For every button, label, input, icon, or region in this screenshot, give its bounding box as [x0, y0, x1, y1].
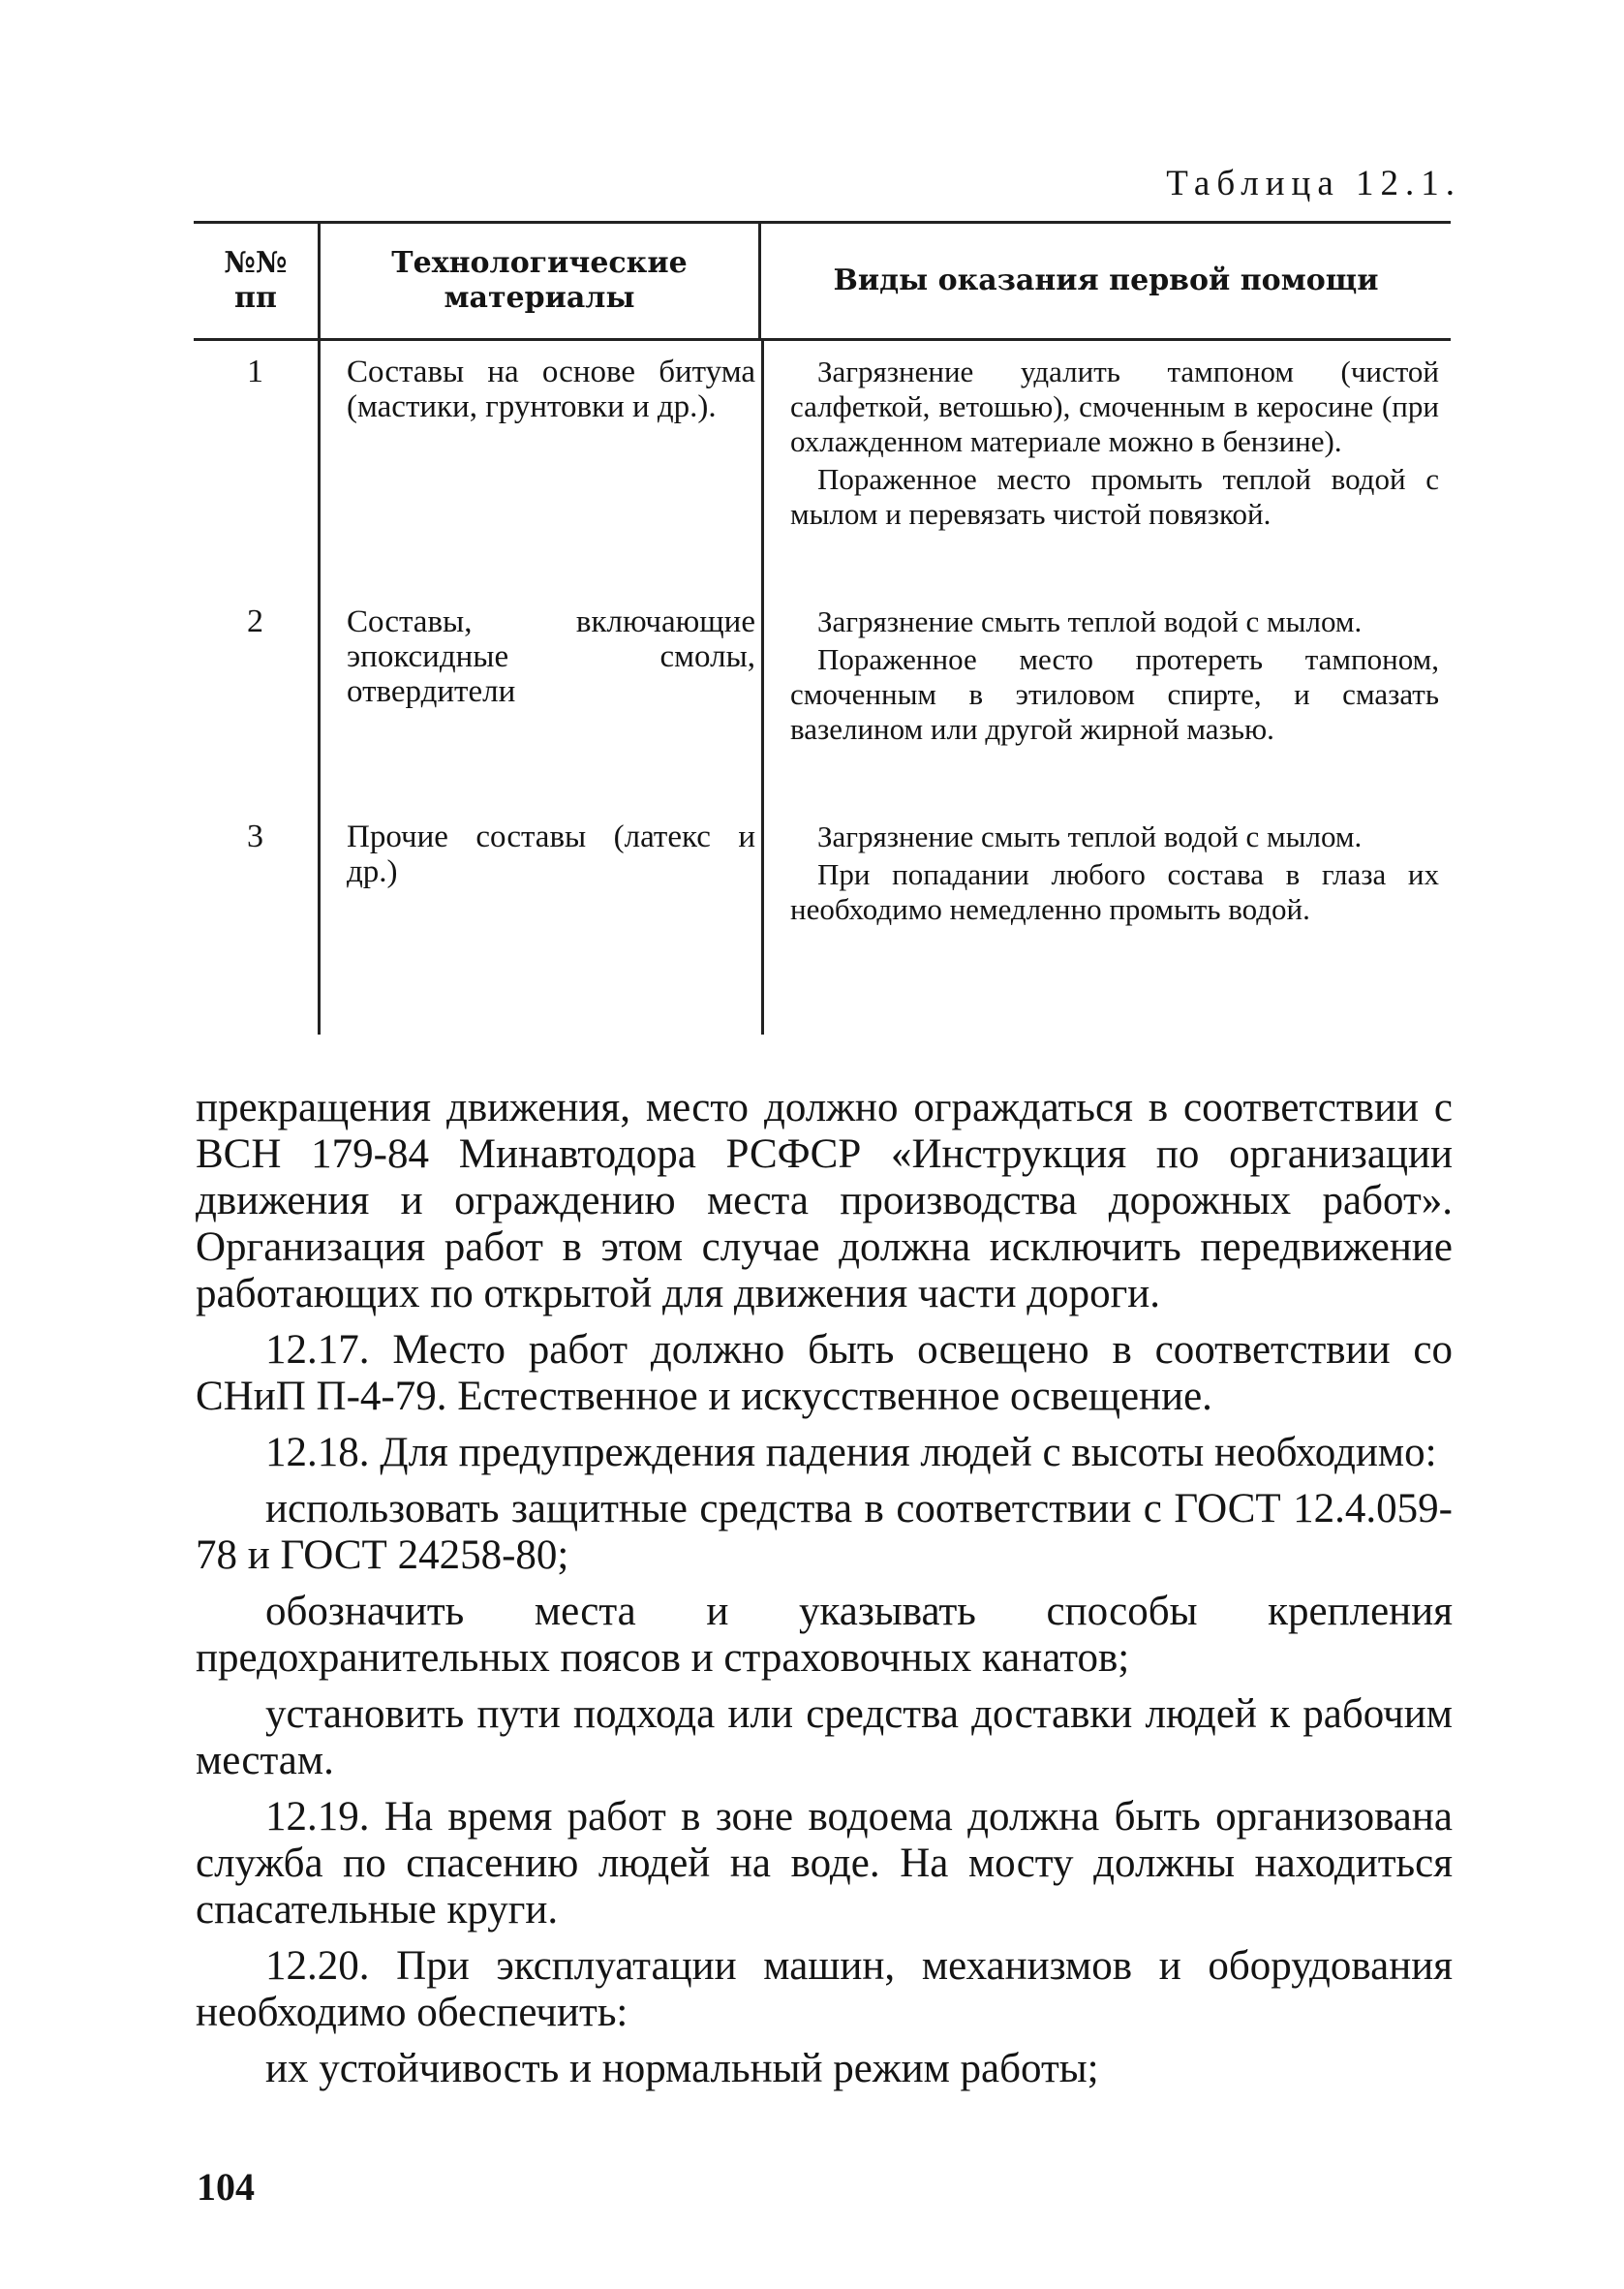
- row-first-aid: [761, 806, 1451, 1035]
- paragraph: прекращения движения, место должно ограждаться в соответствии с ВСН 179-84 Минавтодора РСФСР «Инструкция по организации движения и ограждению места производства дорожных работ». Организация работ в этом случае должна исключить передвижение работающих по открытой для движения части дороги.: [196, 1085, 1453, 1316]
- table-row: [194, 591, 1451, 806]
- row-first-aid: [761, 591, 1451, 806]
- header-first-aid: Виды оказания первой помощи: [833, 263, 1379, 297]
- paragraph: 12.20. При эксплуатации машин, механизмов и оборудования необходимо обеспечить:: [196, 1943, 1453, 2035]
- aid-step: При попадании любого состава в глаза их необходимо немедленно промыть водой.: [790, 857, 1439, 926]
- table-row: [194, 806, 1451, 1035]
- table-row: [194, 341, 1451, 591]
- list-item: их устойчивость и нормальный режим работы;: [265, 2046, 1099, 2091]
- row-material: Составы, включающие эпоксидные смолы, отвердители: [347, 604, 755, 709]
- header-materials: Технологические материалы: [318, 224, 761, 338]
- row-material: Прочие составы (латекс и др.): [347, 820, 755, 889]
- paragraph: 12.18. Для предупреждения падения людей с высоты необходимо:: [265, 1430, 1437, 1475]
- header-num: №№ пп: [224, 246, 288, 315]
- paragraph: 12.19. На время работ в зоне водоема должна быть организована служба по спасению людей на воде. На мосту должны находиться спасательные круги.: [196, 1794, 1453, 1933]
- aid-step: Пораженное место промыть теплой водой с мылом и перевязать чистой повязкой.: [790, 462, 1439, 531]
- table-body: [194, 341, 1451, 1035]
- body-text: [196, 1085, 1453, 2102]
- aid-step: Загрязнение удалить тампоном (чистой салфеткой, ветошью), смоченным в керосине (при охлажденном материале можно в бензине).: [790, 355, 1439, 458]
- aid-step: Загрязнение смыть теплой водой с мылом.: [817, 820, 1363, 853]
- first-aid-table: [194, 221, 1451, 1035]
- row-number: 1: [247, 354, 263, 389]
- aid-step: Загрязнение смыть теплой водой с мылом.: [817, 604, 1363, 638]
- row-number: 2: [247, 603, 263, 639]
- row-material: Составы на основе битума (мастики, грунтовки и др.).: [347, 355, 755, 424]
- table-caption: Таблица 12.1.: [1166, 164, 1461, 203]
- list-item: установить пути подхода или средства доставки людей к рабочим местам.: [196, 1691, 1453, 1783]
- row-number: 3: [247, 819, 263, 854]
- page-number: 104: [197, 2165, 255, 2209]
- row-first-aid: [761, 341, 1451, 591]
- table-header: [194, 224, 1451, 341]
- paragraph: 12.17. Место работ должно быть освещено в соответствии со СНиП П-4-79. Естественное и искусственное освещение.: [196, 1327, 1453, 1419]
- aid-step: Пораженное место протереть тампоном, смоченным в этиловом спирте, и смазать вазелином или другой жирной мазью.: [790, 642, 1439, 746]
- list-item: обозначить места и указывать способы крепления предохранительных поясов и страховочных канатов;: [196, 1589, 1453, 1681]
- list-item: использовать защитные средства в соответствии с ГОСТ 12.4.059-78 и ГОСТ 24258-80;: [196, 1486, 1453, 1578]
